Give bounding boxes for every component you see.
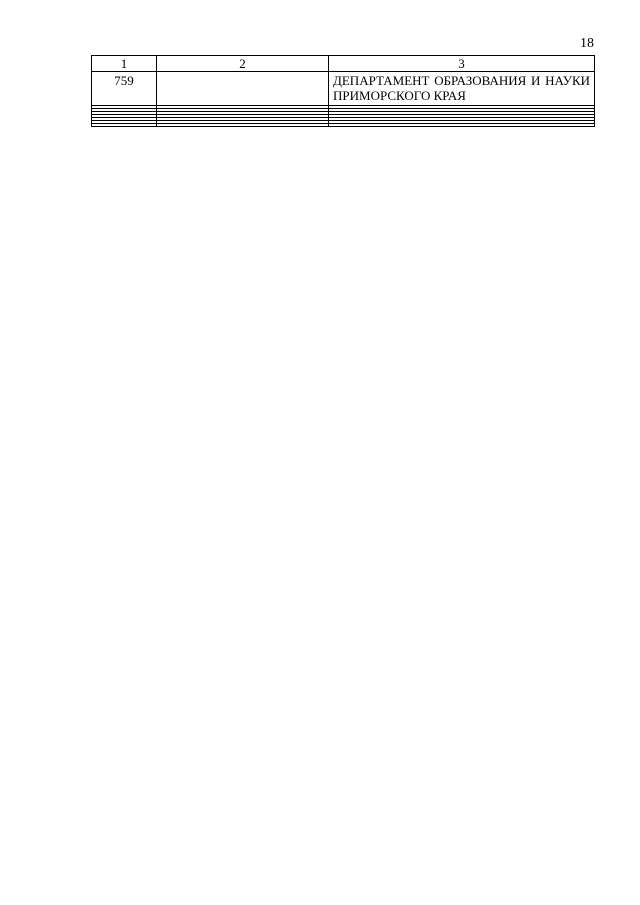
- description-cell: [329, 123, 595, 126]
- header-col-2: 2: [157, 56, 329, 72]
- table-row: [92, 123, 595, 126]
- admin-code-cell: [92, 123, 157, 126]
- header-col-1: 1: [92, 56, 157, 72]
- page-number: 18: [580, 36, 594, 51]
- table-row: [92, 72, 595, 105]
- revenue-code-cell: [157, 72, 329, 105]
- table-header-row: [92, 56, 595, 72]
- admin-code-cell: 759: [92, 72, 157, 105]
- revenue-code-cell: [157, 123, 329, 126]
- description-cell: ДЕПАРТАМЕНТ ОБРАЗОВАНИЯ И НАУКИ ПРИМОРСКОГО КРАЯ: [329, 72, 595, 105]
- header-col-3: 3: [329, 56, 595, 72]
- budget-classification-table: [91, 55, 595, 127]
